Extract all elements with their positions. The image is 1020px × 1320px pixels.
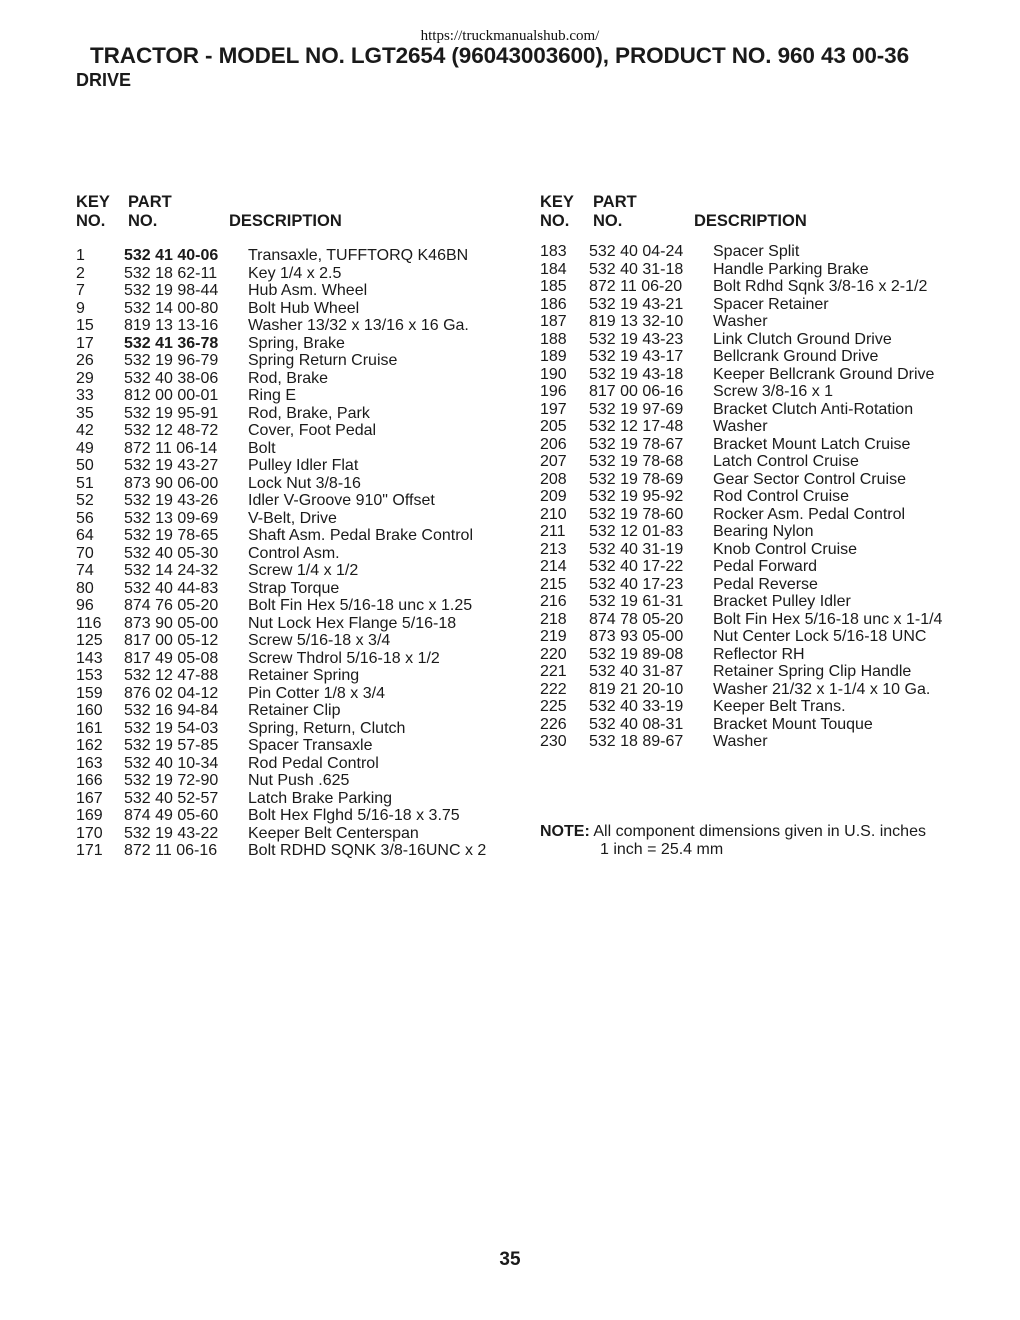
part-key-number: 96 (76, 597, 94, 614)
part-number: 532 19 78-65 (124, 527, 219, 544)
part-key-number: 221 (540, 663, 567, 680)
part-key-number: 9 (76, 299, 85, 317)
part-description: Key 1/4 x 2.5 (248, 264, 342, 282)
part-key-number: 185 (540, 278, 567, 295)
parts-row (76, 842, 516, 860)
part-description: Rod Pedal Control (248, 754, 379, 772)
part-key-number: 196 (540, 383, 567, 400)
part-key-number: 186 (540, 295, 567, 313)
part-key-number: 49 (76, 439, 94, 457)
page-title: TRACTOR - MODEL NO. LGT2654 (96043003600), PRODUCT NO. 960 43 00-36 (90, 43, 910, 68)
parts-row (76, 650, 516, 668)
part-description: Nut Center Lock 5/16-18 UNC (713, 628, 927, 645)
part-key-number: 116 (76, 614, 102, 632)
part-description: Latch Control Cruise (713, 453, 859, 470)
parts-rows-left (76, 247, 516, 860)
parts-row (540, 471, 980, 489)
part-key-number: 209 (540, 488, 567, 505)
part-description: Retainer Spring Clip Handle (713, 663, 912, 680)
part-number: 532 40 31-18 (589, 260, 684, 278)
parts-row (76, 457, 516, 475)
parts-row (76, 527, 516, 545)
key-header-line1: KEY (540, 193, 574, 211)
parts-row (540, 348, 980, 366)
part-number: 532 19 43-21 (589, 295, 684, 313)
part-number: 532 13 09-69 (124, 509, 219, 527)
part-number: 532 40 52-57 (124, 789, 219, 807)
part-key-number: 211 (540, 523, 566, 540)
part-key-number: 188 (540, 330, 567, 348)
part-number: 532 12 48-72 (124, 422, 219, 439)
part-key-number: 184 (540, 260, 567, 278)
part-number: 874 78 05-20 (589, 610, 684, 628)
part-number: 532 19 95-91 (124, 404, 219, 422)
part-number: 873 90 05-00 (124, 614, 219, 632)
part-key-number: 220 (540, 645, 567, 663)
parts-row (76, 335, 516, 353)
part-description: Bolt Fin Hex 5/16-18 unc x 1.25 (248, 597, 473, 614)
parts-row (76, 545, 516, 563)
part-key-number: 225 (540, 698, 567, 715)
parts-row (76, 317, 516, 335)
part-number: 532 14 24-32 (124, 562, 219, 579)
part-description: Screw Thdrol 5/16-18 x 1/2 (248, 649, 440, 667)
part-key-number: 219 (540, 628, 567, 645)
part-description: Hub Asm. Wheel (248, 282, 368, 299)
part-number: 532 40 38-06 (124, 369, 219, 387)
part-number: 874 76 05-20 (124, 597, 219, 614)
part-key-number: 56 (76, 509, 94, 527)
part-description: Rod, Brake, Park (248, 404, 370, 422)
part-key-number: 166 (76, 772, 103, 789)
part-description: Washer (713, 733, 768, 750)
part-number: 532 40 31-19 (589, 540, 684, 558)
part-header-line2: NO. (128, 212, 158, 230)
part-key-number: 222 (540, 680, 567, 698)
key-header-line2: NO. (76, 212, 106, 230)
part-number: 873 93 05-00 (589, 628, 684, 645)
parts-row (76, 492, 516, 510)
part-key-number: 159 (76, 684, 103, 702)
parts-row (76, 562, 516, 580)
parts-row (76, 475, 516, 493)
part-description: Keeper Bellcrank Ground Drive (713, 365, 935, 383)
part-description: Keeper Belt Trans. (713, 698, 846, 715)
parts-row (76, 247, 516, 265)
part-number: 532 18 89-67 (589, 733, 684, 750)
part-key-number: 26 (76, 352, 94, 369)
part-header-line1: PART (128, 193, 172, 211)
part-number: 532 18 62-11 (124, 264, 218, 282)
part-key-number: 218 (540, 610, 567, 628)
part-description: Rod, Brake (248, 369, 329, 387)
part-key-number: 197 (540, 400, 567, 418)
part-number: 532 40 17-23 (589, 575, 684, 593)
parts-list-header (76, 193, 516, 233)
part-key-number: 167 (76, 789, 103, 807)
part-number: 819 13 13-16 (124, 317, 219, 334)
part-number: 532 41 40-06 (124, 247, 219, 264)
part-description: Bolt RDHD SQNK 3/8-16UNC x 2 (248, 842, 487, 859)
parts-row (540, 261, 980, 279)
part-description: Washer 13/32 x 13/16 x 16 Ga. (248, 317, 469, 334)
part-description: Bracket Pulley Idler (713, 593, 851, 610)
note-label: NOTE: (540, 823, 590, 840)
parts-row (540, 436, 980, 454)
part-key-number: 80 (76, 579, 94, 597)
part-description: Nut Push .625 (248, 772, 350, 789)
part-description: Bolt Rdhd Sqnk 3/8-16 x 2-1/2 (713, 278, 928, 295)
part-description: Washer (713, 313, 768, 330)
note-block (540, 823, 980, 859)
part-description: Bolt (248, 439, 276, 457)
part-number: 876 02 04-12 (124, 684, 219, 702)
part-number: 817 49 05-08 (124, 649, 219, 667)
part-description: Bolt Fin Hex 5/16-18 unc x 1-1/4 (713, 610, 943, 628)
part-key-number: 215 (540, 575, 567, 593)
part-number: 817 00 05-12 (124, 632, 219, 649)
parts-row (540, 593, 980, 611)
part-number: 532 19 95-92 (589, 488, 684, 505)
part-key-number: 189 (540, 348, 567, 365)
parts-row (540, 628, 980, 646)
parts-row (76, 807, 516, 825)
part-key-number: 35 (76, 404, 94, 422)
part-number: 532 19 43-18 (589, 365, 684, 383)
source-url[interactable]: https://truckmanualshub.com/ (420, 28, 600, 44)
part-key-number: 74 (76, 562, 94, 579)
part-key-number: 163 (76, 754, 103, 772)
part-key-number: 125 (76, 632, 103, 649)
part-key-number: 51 (76, 474, 94, 492)
part-description: Handle Parking Brake (713, 260, 869, 278)
part-number: 532 19 43-17 (589, 348, 684, 365)
parts-row (540, 243, 980, 261)
part-description: Cover, Foot Pedal (248, 422, 377, 439)
part-description: Idler V-Groove 910" Offset (248, 492, 435, 509)
part-number: 532 40 17-22 (589, 558, 684, 575)
parts-row (76, 597, 516, 615)
parts-row (540, 313, 980, 331)
parts-row (76, 790, 516, 808)
part-key-number: 7 (76, 282, 85, 299)
parts-row (76, 702, 516, 720)
description-header: DESCRIPTION (694, 212, 807, 230)
parts-row (540, 401, 980, 419)
part-description: Bellcrank Ground Drive (713, 348, 879, 365)
parts-row (540, 296, 980, 314)
part-description: Spring, Return, Clutch (248, 719, 406, 737)
part-description: Nut Lock Hex Flange 5/16-18 (248, 614, 457, 632)
part-number: 532 19 43-23 (589, 330, 684, 348)
parts-row (76, 300, 516, 318)
part-description: Reflector RH (713, 645, 805, 663)
parts-row (540, 523, 980, 541)
part-number: 872 11 06-14 (124, 439, 218, 457)
parts-row (76, 685, 516, 703)
part-number: 532 19 54-03 (124, 719, 219, 737)
part-number: 532 40 33-19 (589, 698, 684, 715)
part-number: 812 00 00-01 (124, 387, 219, 404)
parts-row (540, 681, 980, 699)
part-description: Shaft Asm. Pedal Brake Control (248, 527, 473, 544)
part-description: Transaxle, TUFFTORQ K46BN (248, 247, 469, 264)
parts-row (540, 488, 980, 506)
parts-row (76, 370, 516, 388)
part-description: Retainer Spring (248, 667, 360, 684)
part-number: 532 40 04-24 (589, 243, 684, 260)
parts-row (540, 366, 980, 384)
part-number: 532 19 78-68 (589, 453, 684, 470)
page-number: 35 (499, 1249, 521, 1270)
parts-row (76, 720, 516, 738)
note-line1: All component dimensions given in U.S. inches (593, 823, 926, 840)
part-key-number: 208 (540, 470, 567, 488)
part-key-number: 160 (76, 702, 103, 719)
parts-row (540, 611, 980, 629)
parts-row (540, 576, 980, 594)
part-description: Washer 21/32 x 1-1/4 x 10 Ga. (713, 680, 931, 698)
parts-rows-right (540, 243, 980, 751)
part-number: 532 40 10-34 (124, 754, 219, 772)
part-description: Spacer Transaxle (248, 737, 373, 754)
parts-row (540, 541, 980, 559)
part-number: 532 19 43-26 (124, 492, 219, 509)
parts-row (76, 422, 516, 440)
part-key-number: 52 (76, 492, 94, 509)
parts-row (540, 558, 980, 576)
part-key-number: 207 (540, 453, 567, 470)
part-key-number: 70 (76, 544, 94, 562)
part-description: Gear Sector Control Cruise (713, 470, 906, 488)
part-key-number: 2 (76, 264, 85, 282)
part-description: Ring E (248, 387, 297, 404)
part-description: Pin Cotter 1/8 x 3/4 (248, 684, 385, 702)
part-key-number: 190 (540, 365, 567, 383)
parts-row (540, 331, 980, 349)
part-header-line1: PART (593, 193, 637, 211)
key-header-line2: NO. (540, 212, 570, 230)
parts-row (76, 632, 516, 650)
parts-row (540, 698, 980, 716)
part-description: Screw 5/16-18 x 3/4 (248, 632, 391, 649)
part-key-number: 1 (76, 247, 85, 264)
description-header: DESCRIPTION (229, 212, 342, 230)
part-key-number: 214 (540, 558, 567, 575)
part-key-number: 210 (540, 505, 567, 523)
parts-row (76, 387, 516, 405)
part-number: 532 41 36-78 (124, 334, 219, 352)
part-key-number: 143 (76, 649, 103, 667)
parts-row (540, 733, 980, 751)
part-number: 819 21 20-10 (589, 680, 684, 698)
part-description: Bolt Hex Flghd 5/16-18 x 3.75 (248, 807, 460, 824)
part-key-number: 183 (540, 243, 567, 260)
parts-row (76, 772, 516, 790)
part-number: 532 40 44-83 (124, 579, 219, 597)
part-number: 817 00 06-16 (589, 383, 684, 400)
parts-row (76, 580, 516, 598)
part-number: 532 19 89-08 (589, 645, 684, 663)
section-subtitle: DRIVE (76, 70, 132, 90)
parts-row (540, 278, 980, 296)
part-description: Pedal Reverse (713, 575, 818, 593)
part-key-number: 216 (540, 593, 567, 610)
part-number: 532 19 98-44 (124, 282, 219, 299)
part-description: Link Clutch Ground Drive (713, 330, 892, 348)
parts-row (76, 405, 516, 423)
part-key-number: 170 (76, 824, 103, 842)
part-key-number: 42 (76, 422, 94, 439)
part-description: Screw 3/8-16 x 1 (713, 383, 834, 400)
parts-row (540, 383, 980, 401)
part-description: Bracket Mount Latch Cruise (713, 435, 911, 453)
parts-row (540, 453, 980, 471)
part-description: Washer (713, 418, 768, 435)
part-key-number: 169 (76, 807, 103, 824)
parts-list-right (540, 193, 980, 751)
part-number: 532 19 72-90 (124, 772, 219, 789)
parts-row (76, 352, 516, 370)
parts-row (76, 755, 516, 773)
part-description: Knob Control Cruise (713, 540, 858, 558)
part-description: Lock Nut 3/8-16 (248, 474, 361, 492)
part-key-number: 187 (540, 313, 567, 330)
part-number: 872 11 06-16 (124, 842, 218, 859)
part-number: 532 19 78-60 (589, 505, 684, 523)
part-description: Bolt Hub Wheel (248, 299, 360, 317)
parts-row (76, 440, 516, 458)
parts-row (540, 506, 980, 524)
key-header-line1: KEY (76, 193, 110, 211)
part-key-number: 15 (76, 317, 94, 334)
part-key-number: 205 (540, 418, 567, 435)
parts-row (76, 510, 516, 528)
parts-row (76, 265, 516, 283)
part-key-number: 162 (76, 737, 103, 754)
part-number: 532 12 47-88 (124, 667, 219, 684)
parts-row (540, 716, 980, 734)
part-number: 532 19 78-69 (589, 470, 684, 488)
part-description: Screw 1/4 x 1/2 (248, 562, 359, 579)
part-description: Spring Return Cruise (248, 352, 398, 369)
part-key-number: 50 (76, 457, 94, 474)
part-number: 532 19 96-79 (124, 352, 219, 369)
part-key-number: 226 (540, 715, 567, 733)
part-key-number: 17 (76, 334, 94, 352)
part-key-number: 33 (76, 387, 94, 404)
part-description: Spacer Split (713, 243, 800, 260)
part-number: 532 19 57-85 (124, 737, 219, 754)
part-number: 532 19 43-27 (124, 457, 219, 474)
part-description: Spring, Brake (248, 334, 345, 352)
part-description: Spacer Retainer (713, 295, 829, 313)
part-description: Pulley Idler Flat (248, 457, 359, 474)
part-number: 873 90 06-00 (124, 474, 219, 492)
parts-row (76, 737, 516, 755)
part-key-number: 206 (540, 435, 567, 453)
part-number: 532 19 43-22 (124, 824, 219, 842)
parts-row (540, 646, 980, 664)
part-key-number: 161 (76, 719, 103, 737)
part-description: Strap Torque (248, 579, 340, 597)
parts-list-header (540, 193, 980, 233)
part-number: 532 40 31-87 (589, 663, 684, 680)
part-number: 532 19 61-31 (589, 593, 684, 610)
part-number: 819 13 32-10 (589, 313, 684, 330)
part-number: 532 40 08-31 (589, 715, 684, 733)
part-description: V-Belt, Drive (248, 509, 337, 527)
part-description: Keeper Belt Centerspan (248, 824, 419, 842)
parts-row (76, 667, 516, 685)
part-description: Retainer Clip (248, 702, 341, 719)
parts-row (540, 663, 980, 681)
part-description: Control Asm. (248, 544, 340, 562)
parts-list-left (76, 193, 516, 860)
part-description: Bracket Clutch Anti-Rotation (713, 400, 914, 418)
part-key-number: 230 (540, 733, 567, 750)
part-description: Rocker Asm. Pedal Control (713, 505, 906, 523)
part-key-number: 171 (76, 842, 103, 859)
part-number: 532 12 01-83 (589, 523, 684, 540)
part-number: 532 40 05-30 (124, 544, 219, 562)
part-number: 532 14 00-80 (124, 299, 219, 317)
parts-row (76, 825, 516, 843)
parts-row (76, 615, 516, 633)
part-key-number: 213 (540, 540, 567, 558)
part-number: 532 12 17-48 (589, 418, 684, 435)
part-number: 532 19 78-67 (589, 435, 684, 453)
part-description: Bracket Mount Touque (713, 715, 873, 733)
part-description: Pedal Forward (713, 558, 818, 575)
part-header-line2: NO. (593, 212, 623, 230)
part-description: Bearing Nylon (713, 523, 814, 540)
part-key-number: 153 (76, 667, 103, 684)
part-key-number: 29 (76, 369, 94, 387)
parts-row (540, 418, 980, 436)
part-description: Rod Control Cruise (713, 488, 850, 505)
part-number: 532 16 94-84 (124, 702, 219, 719)
part-number: 874 49 05-60 (124, 807, 219, 824)
parts-row (76, 282, 516, 300)
part-number: 532 19 97-69 (589, 400, 684, 418)
part-description: Latch Brake Parking (248, 789, 393, 807)
note-line2: 1 inch = 25.4 mm (600, 841, 724, 858)
part-number: 872 11 06-20 (589, 278, 683, 295)
part-key-number: 64 (76, 527, 94, 544)
